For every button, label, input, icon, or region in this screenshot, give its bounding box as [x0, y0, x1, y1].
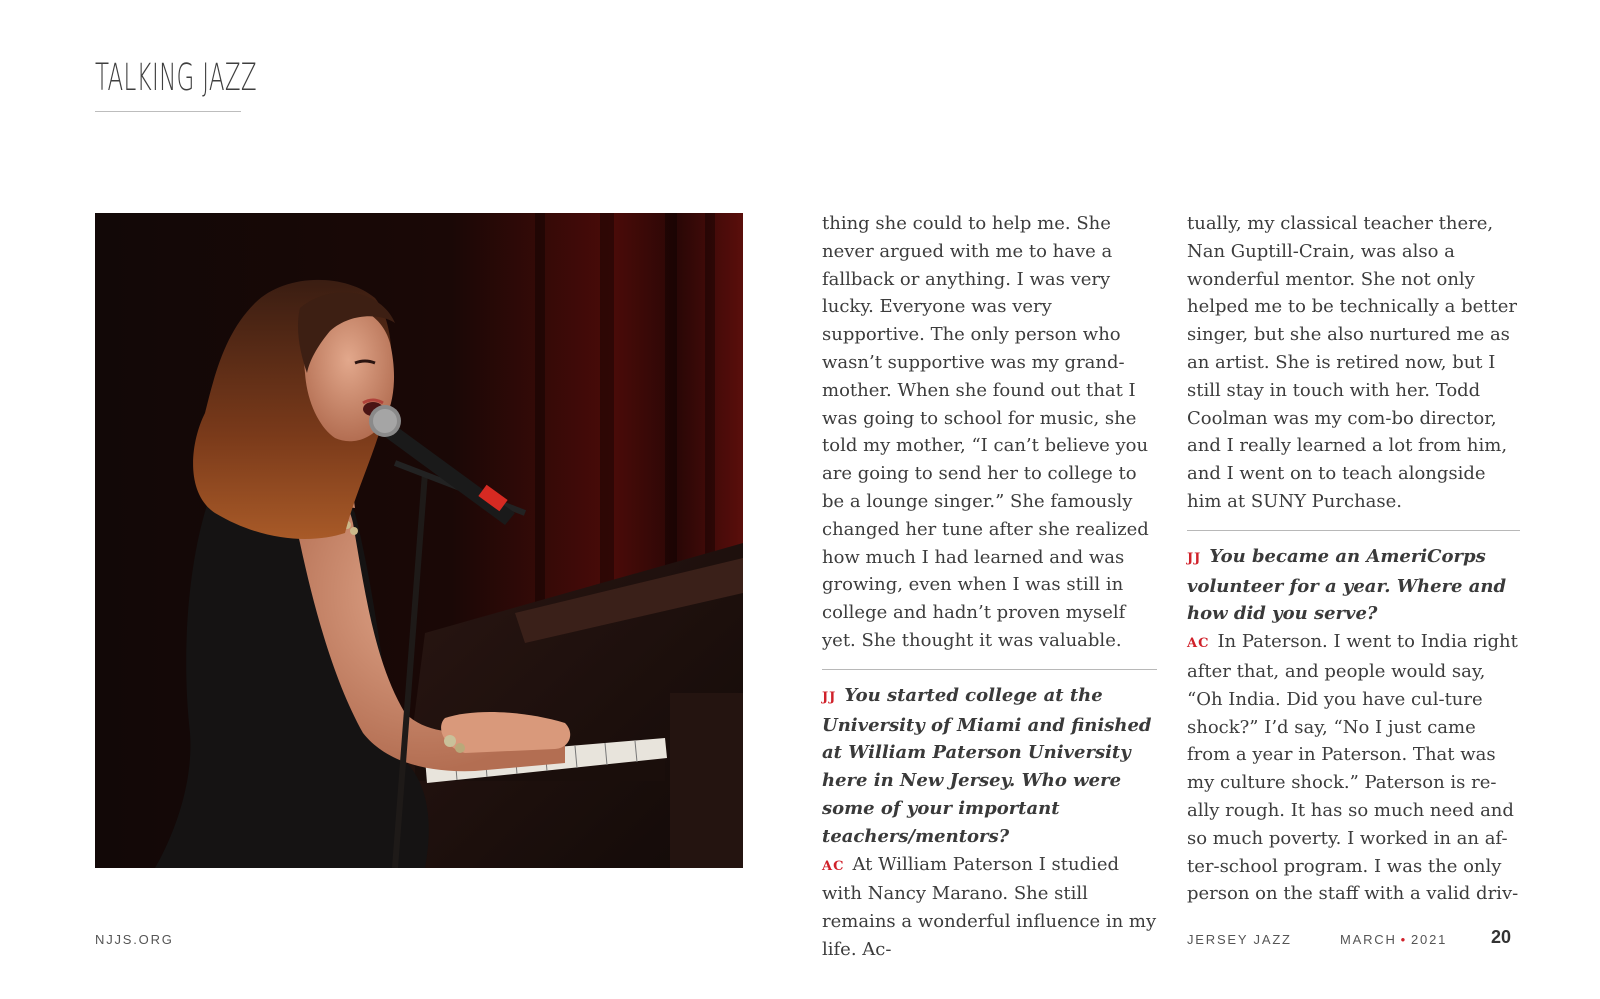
column-divider	[822, 669, 1157, 670]
interview-question	[822, 682, 1157, 851]
section-title-rule	[95, 111, 241, 112]
body-paragraph: tually, my classical teacher there, Nan Guptill-Crain, was also a wonderful mentor. She not only helped me to be technically a better singer, but she also nurtured me as an artist. She is retired now, but I still stay in touch with her. Todd Coolman was my com-bo director, and I really learned a lot from him, and I went on to teach alongside him at SUNY Purchase.	[1187, 213, 1518, 512]
footer-month: MARCH	[1340, 932, 1397, 947]
article-column-right	[1187, 210, 1520, 908]
footer-year: 2021	[1411, 932, 1448, 947]
speaker-tag-jj: JJ	[1187, 550, 1202, 566]
speaker-tag-ac: AC	[822, 858, 845, 874]
footer-separator: •	[1400, 932, 1408, 947]
interview-answer	[822, 851, 1157, 964]
speaker-tag-ac: AC	[1187, 636, 1210, 652]
speaker-tag-jj: JJ	[822, 689, 837, 705]
question-text: You became an AmeriCorps volunteer for a year. Where and how did you serve?	[1187, 545, 1507, 625]
body-paragraph: thing she could to help me. She never argued with me to have a fallback or anything. I was very lucky. Everyone was very supportive. The only person who wasn’t supportive was my grand-mother. When she found out that I was going to school for music, she told my mother, “I can’t believe you are going to send her to college to be a lounge singer.” She famously changed her tune after she realized how much I had learned and was growing, even when I was still in college and hadn’t proven myself yet. She thought it was valuable.	[822, 213, 1149, 651]
column-divider	[1187, 530, 1520, 531]
performer-at-piano-photo-icon	[95, 213, 743, 868]
article-column-left	[822, 210, 1157, 964]
interview-question	[1187, 543, 1520, 628]
question-text: You started college at the University of Miami and finished at William Paterson University here in New Jersey. Who were some of your important teachers/mentors?	[822, 684, 1152, 847]
footer-site-link[interactable]: NJJS.ORG	[95, 932, 174, 947]
page-number: 20	[1491, 927, 1512, 947]
answer-text: At William Paterson I studied with Nancy Marano. She still remains a wonderful influence in my life. Ac-	[822, 853, 1157, 960]
section-title: TALKING JAZZ	[95, 56, 257, 99]
interview-answer	[1187, 628, 1520, 908]
answer-text: In Paterson. I went to India right after that, and people would say, “Oh India. Did you have cul-ture shock?” I’d say, “No I just came from a year in Paterson. That was my culture shock.” Paterson is re-ally rough. It has so much need and so much poverty. I worked in an af-ter-school program. I was the only person on the staff with a valid driv-	[1187, 631, 1519, 905]
footer-issue-date	[1340, 932, 1447, 947]
footer-publication: JERSEY JAZZ	[1187, 932, 1292, 947]
performer-photo	[95, 213, 743, 868]
